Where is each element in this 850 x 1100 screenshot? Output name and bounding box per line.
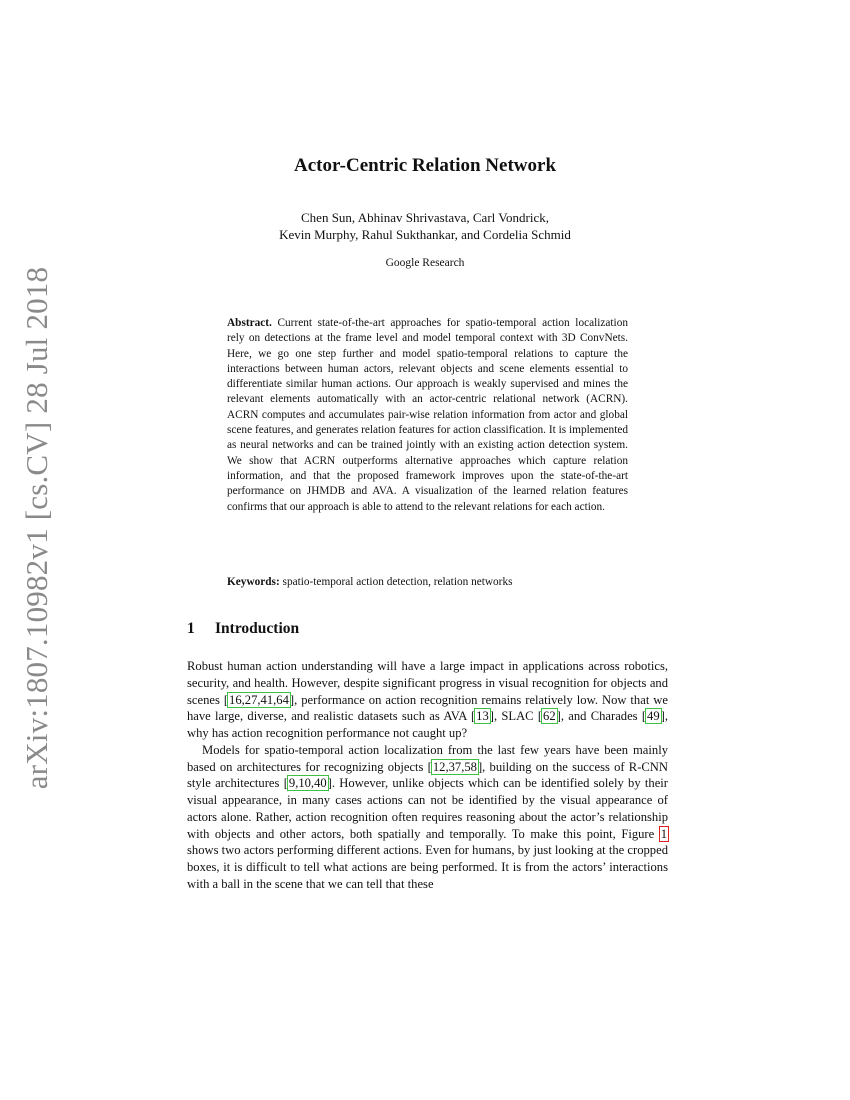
text-run: , performance on action recognition remains relatively low. Now that we have large, diverse, and realistic datasets such as AVA xyxy=(187,692,668,724)
introduction-body xyxy=(187,658,668,893)
intro-paragraph-2: Models for spatio-temporal action localization from the last few years have been mainly based on architectures for recognizing objects [12,37,58], building on the success of R-CNN style architectures [9,10,40]. However, unlike objects which can be identified solely by their visual appearance, in many cases actions can not be identified by the visual appearance of actors alone. Rather, action recognition often requires reasoning about the actor’s relationship with objects and other actors, both spatially and temporally. To make this point, Figure 1 shows two actors performing different actions. Even for humans, by just looking at the cropped boxes, it is difficult to tell what actions are being performed. It is from the actors’ interactions with a ball in the scene that we can tell that these xyxy=(187,742,668,891)
arxiv-identifier-stamp: arXiv:1807.10982v1 [cs.CV] 28 Jul 2018 xyxy=(19,266,54,790)
text-run: , and Charades xyxy=(560,709,642,724)
citation-link[interactable]: 9,10,40 xyxy=(288,776,327,791)
paper-title: Actor-Centric Relation Network xyxy=(293,155,557,176)
abstract xyxy=(227,316,628,515)
author-list xyxy=(0,209,850,243)
section-heading-introduction xyxy=(187,620,299,638)
text-run: Robust human action understanding will have a large impact in applications across robotics, security, and health. However, despite significant progress in visual recognition for objects and scenes xyxy=(187,659,668,707)
text-run: , SLAC xyxy=(493,709,538,724)
author-line-2: Kevin Murphy, Rahul Sukthankar, and Cordelia Schmid xyxy=(279,227,571,242)
keywords xyxy=(227,575,628,590)
author-line-1: Chen Sun, Abhinav Shrivastava, Carl Vondrick, xyxy=(301,210,549,225)
citation-link[interactable]: 16,27,41,64 xyxy=(229,692,289,707)
citation-link[interactable]: 62 xyxy=(543,709,556,724)
citation-link[interactable]: 49 xyxy=(647,709,660,724)
intro-paragraph-1: Robust human action understanding will have a large impact in applications across robotics, security, and health. However, despite significant progress in visual recognition for objects and scenes [16,27,41,64], performance on action recognition remains relatively low. Now that we have large, diverse, and realistic datasets such as AVA [13], SLAC [62], and Charades [49], why has action recognition performance not caught up? xyxy=(187,659,668,740)
text-run: , building on the success of R-CNN style architectures xyxy=(187,759,668,791)
text-run: , why has action recognition performance not caught up? xyxy=(187,709,668,740)
affiliation: Google Research xyxy=(385,257,465,269)
citation-link[interactable]: 12,37,58 xyxy=(432,759,477,774)
text-run: . However, unlike objects which can be identified solely by their visual appearance, in many cases actions can not be identified by the visual appearance of actors alone. Rather, action recognition often requires reasoning about the actor’s relationship with objects and other actors, both spatially and temporally. To make this point, Figure xyxy=(187,776,668,841)
section-title: Introduction xyxy=(215,620,300,637)
abstract-label: Abstract. xyxy=(227,317,272,329)
section-number: 1 xyxy=(187,620,195,637)
citation-link[interactable]: 13 xyxy=(476,709,489,724)
text-run: Models for spatio-temporal action localization from the last few years have been mainly based on architectures for recognizing objects xyxy=(187,742,668,774)
text-run: shows two actors performing different actions. Even for humans, by just looking at the cropped boxes, it is difficult to tell what actions are being performed. It is from the actors’ interactions with a ball in the scene that we can tell that these xyxy=(187,843,668,891)
abstract-text: Current state-of-the-art approaches for spatio-temporal action localization rely on detections at the frame level and model temporal context with 3D ConvNets. Here, we go one step further and model spatio-temporal relations to capture the interactions between human actors, relevant objects and scene elements essential to differentiate similar human actions. Our approach is weakly supervised and mines the relevant elements automatically with an actor-centric relational network (ACRN). ACRN computes and accumulates pair-wise relation information from actor and global scene features, and generates relation features for action classification. It is implemented as neural networks and can be trained jointly with an existing action detection system. We show that ACRN outperforms alternative approaches which capture relation information, and that the proposed framework improves upon the state-of-the-art performance on JHMDB and AVA. A visualization of the learned relation features confirms that our approach is able to attend to the relevant relations for each action. xyxy=(227,317,628,513)
figure-reference-link[interactable]: 1 xyxy=(660,826,667,841)
keywords-label: Keywords: xyxy=(227,576,280,588)
keywords-text: spatio-temporal action detection, relation networks xyxy=(282,576,513,588)
